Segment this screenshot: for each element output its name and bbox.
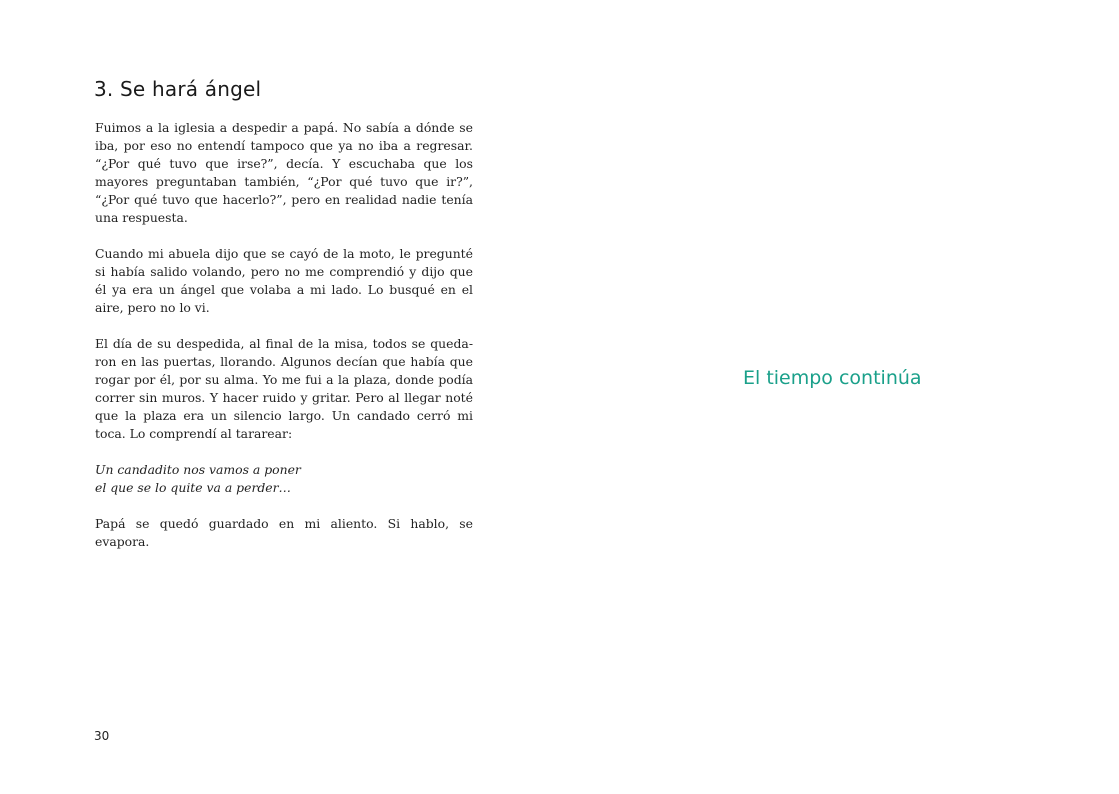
right-page — [560, 0, 1119, 794]
paragraph-1: Fuimos a la iglesia a despedir a papá. No sabía a dónde se iba, por eso no entendí tampoco que ya no iba a regresar. “¿Por qué tuvo que irse?”, decía. Y escuchaba que los mayores preguntaban también, “¿Por qué tuvo que ir?”, “¿Por qué tuvo que hacerlo?”, pero en realidad nadie tenía una respuesta. — [95, 120, 473, 225]
verse-line-1: Un candadito nos vamos a poner — [95, 462, 301, 477]
paragraph-2: Cuando mi abuela dijo que se cayó de la moto, le pregunté si había salido volando, pero no me comprendió y dijo que él ya era un ángel que volaba a mi lado. Lo busqué en el aire, pero no lo vi. — [95, 246, 473, 315]
closing-paragraph: Papá se quedó guardado en mi aliento. Si hablo, se evapora. — [95, 516, 473, 549]
page-number: 30 — [94, 729, 110, 743]
chapter-body — [95, 119, 473, 569]
verse — [95, 461, 473, 497]
paragraph-3: El día de su despedida, al final de la misa, todos se quedaron en las puertas, llorando. Algunos decían que había que rogar por él, por su alma. Yo me fui a la plaza, donde podía correr sin muros. Y hacer ruido y gritar. Pero al llegar noté que la plaza era un silencio largo. Un candado cerró mi toca. Lo comprendí al tararear: — [95, 336, 473, 441]
section-title: El tiempo continúa — [743, 367, 922, 389]
chapter-title: 3. Se hará ángel — [94, 77, 262, 101]
verse-line-2: el que se lo quite va a perder… — [95, 480, 291, 495]
